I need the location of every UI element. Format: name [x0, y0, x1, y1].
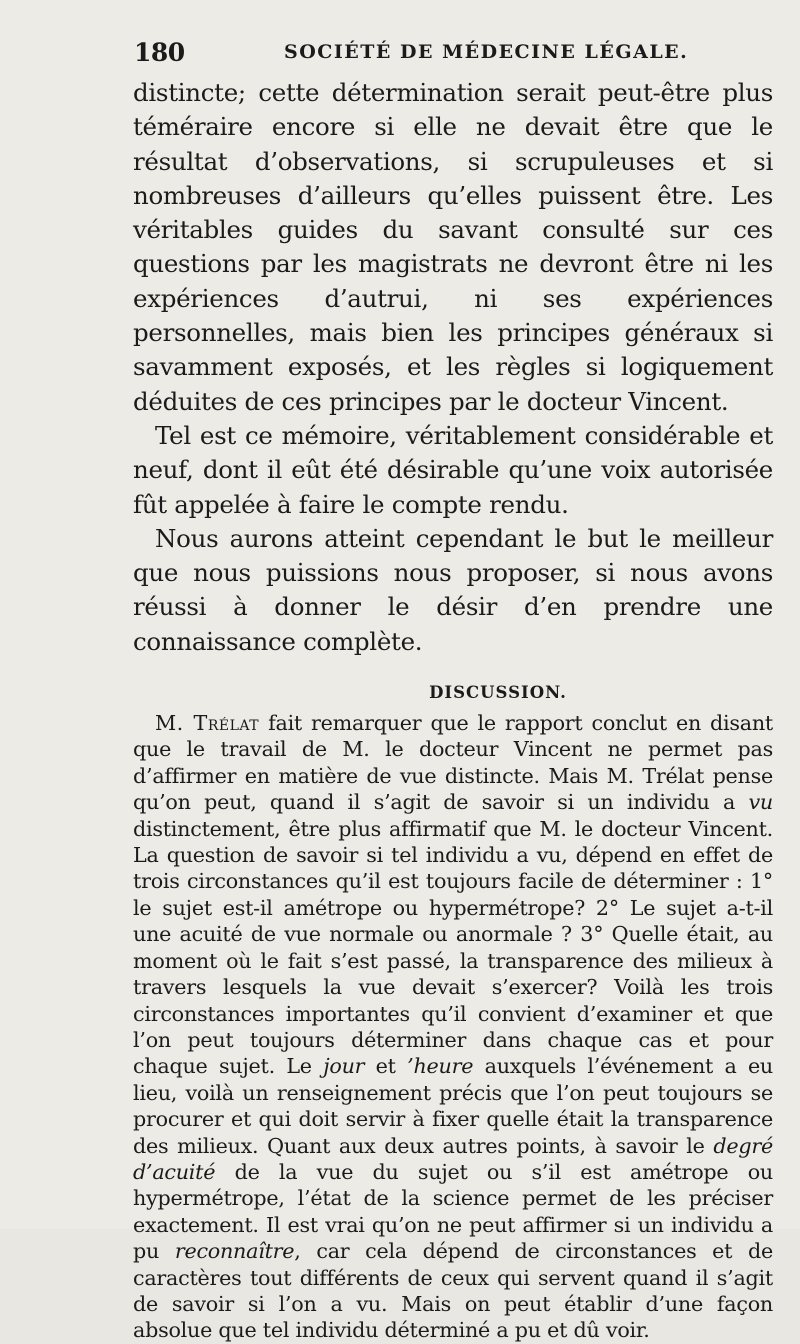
italic-text: jour	[323, 1054, 365, 1079]
paragraph: Nous aurons atteint cependant le but le meilleur que nous puissions nous proposer, si nous avons réussi à donner le désir d’en prendre une connaissance complète.	[133, 523, 773, 656]
paragraph: Tel est ce mémoire, véritablement considérable et neuf, dont il eût été désirable qu’une voix autorisée fût appelée à faire le compte rendu.	[133, 420, 773, 519]
body-text	[133, 76, 773, 1344]
italic-text: reconnaître	[174, 1239, 295, 1264]
italic-text: ’heure	[407, 1054, 474, 1079]
paragraph: distincte; cette détermination serait peut-être plus téméraire encore si elle ne devait être que le résultat d’observations, si scrupuleuses et si nombreuses d’ailleurs qu’elles puissent être. Les véritables guides du savant consulté sur ces questions par les magistrats ne devront être ni les expériences d’autrui, ni ses expériences personnelles, mais bien les principes généraux si savamment exposés, et les règles si logiquement déduites de ces principes par le docteur Vincent.	[133, 78, 773, 416]
text-segment: et	[364, 1054, 408, 1079]
discussion-section	[133, 710, 773, 1344]
speaker-name: M. Trélat	[155, 711, 260, 736]
running-title: SOCIÉTÉ DE MÉDECINE LÉGALE.	[284, 41, 689, 63]
text-segment: auxquels l’événement a eu lieu, voilà un renseignement précis que l’on peut toujours se procurer et qui doit servir à fixer quelle était la transparence des milieux. Quant aux deux autres points, à savoir le	[133, 1054, 774, 1158]
report-conclusion	[133, 76, 773, 659]
italic-text: vu	[748, 790, 773, 815]
text-segment: distinctement, être plus affirmatif que M. le docteur Vincent. La question de savoir si tel individu a vu, dépend en effet de trois circonstances qu’il est toujours facile de déterminer : 1° le sujet est-il amétrope ou hypermétrope? 2° Le sujet a-t-il une acuité de vue normale ou anormale ? 3° Quelle était, au moment où le fait s’est passé, la transparence des milieux à travers lesquels la vue devait s’exercer? Voilà les trois circonstances importantes qu’il convient d’examiner et que l’on peut toujours déterminer dans chaque cas et pour chaque sujet. Le	[133, 816, 773, 1079]
page-number: 180	[134, 38, 185, 67]
discussion-paragraph	[133, 710, 773, 1344]
section-heading: DISCUSSION.	[429, 683, 567, 703]
text-segment: fait remarquer que le rapport conclut en disant que le travail de M. le docteur Vincent ne permet pas d’affirmer en matière de vue distincte. Mais M. Trélat pense qu’on peut, quand il s’agit de savoir si un individu a	[133, 711, 773, 815]
text-segment: de la vue du sujet ou s’il est amétrope ou hypermétrope, l’état de la science permet de les préciser exactement. Il est vrai qu’on ne peut affirmer si un individu a pu	[133, 1159, 773, 1264]
page-header	[134, 38, 774, 74]
text-segment: , car cela dépend de circonstances et de caractères tout différents de ceux qui servent quand il s’agit de savoir si l’on a vu. Mais on peut établir d’une façon absolue que tel individu déterminé a pu et dû voir.	[133, 1239, 773, 1343]
italic-text: degré d’acuité	[133, 1133, 773, 1184]
